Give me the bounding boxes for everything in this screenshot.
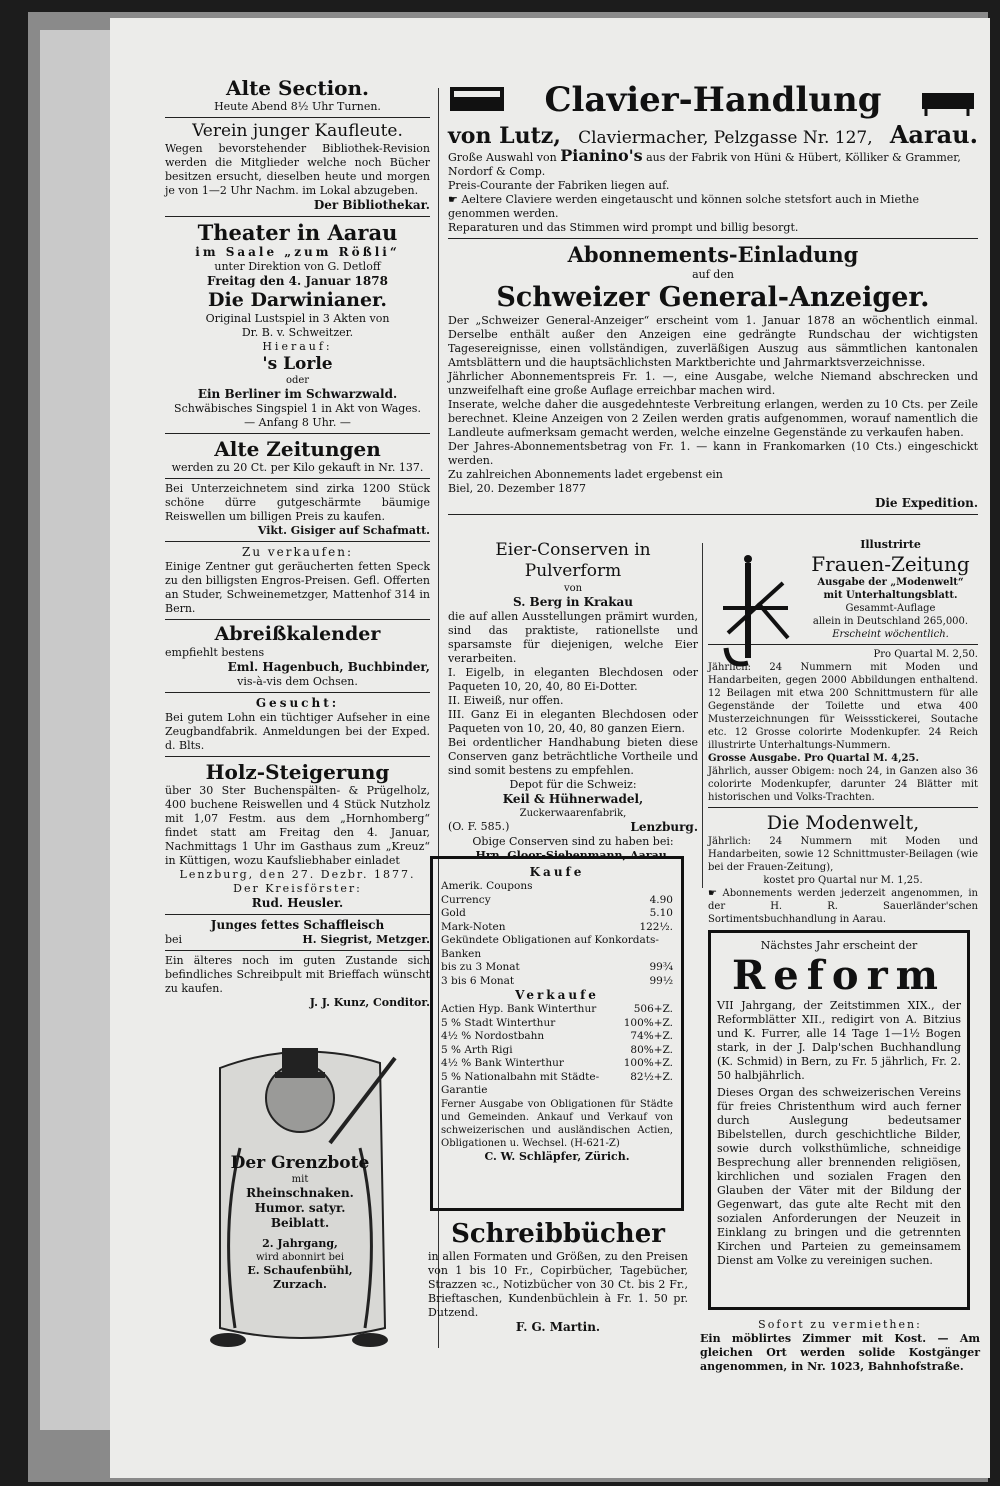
kurse-row: [441, 894, 673, 908]
clavier-title: Clavier-Handlung: [544, 80, 882, 120]
abo-name: Schweizer General-Anzeiger.: [496, 282, 930, 313]
theater-line-4: Original Lustspiel in 3 Akten von: [205, 312, 390, 325]
frauen-header: [803, 538, 978, 641]
frauen-t6: Erscheint wöchentlich.: [832, 629, 949, 640]
theater-play: Die Darwinianer.: [208, 289, 387, 311]
grenzbote-mit: mit: [291, 1174, 309, 1185]
clavier-address: [448, 120, 978, 149]
abreiss-line-2: Eml. Hagenbuch, Buchbinder,: [227, 660, 430, 674]
schreib-ad: [428, 1218, 688, 1335]
grenzbote-line-3: Rheinschnaken.: [246, 1186, 354, 1200]
eier-von: von: [563, 583, 583, 594]
abo-p6: Biel, 20. Dezember 1877: [448, 482, 586, 495]
schaffleisch-row: [165, 933, 430, 947]
alte-section-title: Alte Section.: [225, 76, 370, 100]
kurse-row: [441, 880, 673, 894]
grenzbote-line-8: E. Schaufenbühl,: [247, 1264, 353, 1277]
kurse-rate: 80%+Z.: [630, 1043, 673, 1056]
clavier-city: Aarau.: [889, 120, 978, 149]
theater-line-5: Dr. B. v. Schweitzer.: [241, 326, 354, 339]
kurse-rate: 74%+Z.: [630, 1030, 673, 1042]
kurse-row: [441, 975, 673, 989]
kurse-item: Amerik. Coupons: [441, 880, 533, 892]
frauen-t8: Jährlich: 24 Nummern mit Moden und Handarbeiten, gegen 2000 Abbildungen enthaltend. 12 Beilagen mit etwa 200 Schnittmustern für alle Gegenstände der Toilette und etwa 400 Musterzeichnungen für Weissstickerei, Soutache etc. 12 Grosse colorirte Modenkupfer. 24 Reich illustrirte Unterhaltungs-Nummern.: [708, 662, 978, 751]
theater-line-2: unter Direktion von G. Detloff: [214, 260, 381, 273]
grenzbote-ad: [180, 1028, 420, 1358]
theater-line-10: — Anfang 8 Uhr. —: [244, 416, 351, 429]
reiswellen-body: Bei Unterzeichnetem sind zirka 1200 Stück schöne dürre gutgeschärmte bäumige Reiswellen um billigen Preis zu kaufen.: [165, 482, 430, 523]
kurse-sell-title: Verkaufe: [515, 988, 599, 1002]
schreibpult-body: Ein älteres noch im guten Zustande sich befindliches Schreibpult mit Brieffach wünscht zu kaufen.: [165, 954, 430, 995]
gesucht-body: Bei gutem Lohn ein tüchtiger Aufseher in eine Zeugbandfabrik. Anmeldungen bei der Exped. d. Blts.: [165, 711, 430, 752]
kurse-item: Mark-Noten: [441, 920, 506, 933]
left-column: [165, 76, 430, 1010]
clavier-body-4: Reparaturen und das Stimmen wird prompt und billig besorgt.: [448, 221, 799, 234]
eier-p2: Bei ordentlicher Handhabung bieten diese Conserven ganz beträchtliche Vortheile und sind somit bestens zu empfehlen.: [448, 736, 698, 777]
holz-role: Der Kreisförster:: [233, 882, 362, 895]
frauen-t5: allein in Deutschland 265,000.: [812, 616, 969, 627]
reform-box: [708, 930, 970, 1310]
reform-title: Reform: [732, 952, 946, 999]
monogram-logo: [708, 553, 798, 673]
kurse-row: [441, 921, 673, 935]
schaffleisch-bei: bei: [165, 933, 183, 946]
abo-title: Abonnements-Einladung: [567, 242, 859, 267]
kurse-rate: 82½+Z.: [630, 1070, 673, 1083]
kurse-item: Currency: [441, 893, 491, 906]
schaffleisch-seller: H. Siegrist, Metzger.: [302, 933, 430, 946]
eier-p8: Hrn. Gloor-Siebenmann, Aarau.: [475, 849, 671, 862]
kurse-item: bis zu 3 Monat: [441, 961, 520, 973]
piano-icon: [448, 83, 508, 117]
holz-date: Lenzburg, den 27. Dezbr. 1877.: [179, 868, 416, 881]
schaffleisch-title: Junges fettes Schaffleisch: [210, 918, 385, 932]
abo-sign: Die Expedition.: [874, 496, 978, 510]
eier-item-1: I. Eigelb, in eleganten Blechdosen oder Paqueten 10, 20, 40, 80 Ei-Dotter.: [448, 666, 698, 693]
frauen-t10: Jährlich, ausser Obigem: noch 24, in Ganzen also 36 colorirte Modenkupfer, darunter 24 Blätter mit historischen und Volks-Trachten.: [708, 766, 978, 803]
kurse-row: [441, 1044, 673, 1058]
clavier-body-3: ☛ Aeltere Claviere werden eingetauscht und können solche stetsfort auch in Miethe genommen werden.: [448, 193, 919, 220]
reform-intro: Nächstes Jahr erscheint der: [760, 939, 918, 952]
kurse-rate: 100%+Z.: [623, 1057, 673, 1069]
kurse-sell-list: [441, 1003, 673, 1098]
abo-p2: Jährlicher Abonnementspreis Fr. 1. —, eine Ausgabe, welche Niemand abschrecken und unzweifelhaft eine große Auflage erreichbar machen wird.: [448, 370, 978, 397]
newspaper-page: [110, 18, 990, 1478]
alte-section-line: Heute Abend 8½ Uhr Turnen.: [214, 100, 381, 113]
clavier-header: [448, 80, 978, 120]
eier-ad: [448, 540, 698, 863]
clavier-body-1c: aus der Fabrik von Hüni & Hübert, Kölliker & Grammer, Nordorf & Comp.: [448, 151, 961, 178]
zimmer-body: Ein möblirtes Zimmer mit Kost. — Am gleichen Ort werden solide Kostgänger angenommen, in Nr. 1023, Bahnhofstraße.: [700, 1332, 980, 1373]
theater-line-7: oder: [285, 375, 310, 386]
kurse-rate: 100%+Z.: [623, 1016, 673, 1029]
abreiss-title: Abreißkalender: [214, 623, 381, 645]
kurse-rate: 4.90: [649, 893, 673, 906]
kurse-row: [441, 1057, 673, 1071]
kurse-row: [441, 1017, 673, 1031]
clavier-ad: [448, 80, 978, 518]
reform-p2: Dieses Organ des schweizerischen Vereins für freies Christenthum wird auch ferner durch Auslegung bedeutsamer Bibelstellen, durch geschichtliche Bilder, sowie durch volksthümliche, schneidige Besprechung aller brennenden religiösen, kirchlichen und sozialen Fragen den Glauben der Väter mit der Bildung der Gegenwart, das gute alte Recht mit den sozialen Anforderungen der Neuzeit in Einklang zu bringen und die getrennten Kirchen und Parteien zu gemeinsamem Dienst am Volke zu vereinigen suchen.: [717, 1086, 961, 1267]
kurse-item: Gold: [441, 907, 466, 919]
eier-row: [448, 820, 698, 835]
kurse-item: Gekündete Obligationen auf Konkordats-Banken: [441, 934, 659, 960]
abo-p1: Der „Schweizer General-Anzeiger“ erscheint vom 1. Januar 1878 an wöchentlich einmal. Derselbe enthält außer den Anzeigen eine gedrängte Rundschau der wichtigsten Tagesereignisse, einen vollständigen, zuverläßigen Auszug aus sämmtlichen kantonalen Amtsblättern und die hauptsächlichsten Marktberichte und Jahrmarktsverzeichnisse.: [448, 314, 978, 369]
kurse-item: 5 % Nationalbahn mit Städte-Garantie: [441, 1070, 600, 1096]
abreiss-line-1: empfiehlt bestens: [165, 646, 265, 659]
frauen-t4: Gesammt-Auflage: [845, 603, 936, 614]
eier-p3: Depot für die Schweiz:: [509, 778, 637, 791]
clavier-body-2: Preis-Courante der Fabriken liegen auf.: [448, 179, 670, 192]
grand-piano-icon: [918, 83, 978, 117]
clavier-street: Claviermacher, Pelzgasse Nr. 127,: [578, 128, 873, 148]
clavier-pianino: Pianino's: [560, 146, 643, 165]
kurse-row: [441, 907, 673, 921]
clavier-body-1a: Große Auswahl von: [448, 151, 557, 164]
schreibpult-sign: J. J. Kunz, Conditor.: [309, 996, 430, 1009]
reiswellen-sign: Vikt. Gisiger auf Schafmatt.: [257, 524, 430, 537]
holz-sign: Rud. Heusler.: [251, 896, 344, 910]
frauen-t2: Ausgabe der „Modenwelt“: [817, 577, 964, 588]
frauen-title: Frauen-Zeitung: [811, 552, 970, 576]
theater-date: Freitag den 4. Januar 1878: [207, 274, 388, 288]
eier-city: Lenzburg.: [630, 820, 698, 834]
verein-title: Verein junger Kaufleute.: [192, 121, 403, 141]
holz-body: über 30 Ster Buchenspälten- & Prügelholz, 400 buchene Reiswellen und 4 Stück Nutzholz mit 1,07 Festm. aus dem „Hornhomberg“ findet statt am Freitag den 4. Januar, Nachmittags 1 Uhr im Gasthaus zum „Kreuz“ in Küttigen, wozu Kaufsliebhaber einladet: [165, 784, 430, 867]
reform-body: VII Jahrgang, der Zeitstimmen XIX., der Reformblätter XII., redigirt von A. Bitzius und K. Furrer, alle 14 Tage 1—1½ Bogen stark, in der J. Dalp'schen Buchhandlung (K. Schmid) in Bern, zu Fr. 5 jährlich, Fr. 2. 50 halbjährlich.: [717, 999, 961, 1082]
frauen-t0: Illustrirte: [860, 538, 921, 551]
verkaufen-title: Zu verkaufen:: [242, 545, 353, 559]
gesucht-title: Gesucht:: [255, 696, 340, 710]
clavier-maker: von Lutz,: [448, 123, 561, 149]
eier-maker: S. Berg in Krakau: [512, 595, 634, 609]
theater-line-1: im Saale „zum Rößli“: [195, 245, 400, 259]
eier-p7: Obige Conserven sind zu haben bei:: [472, 835, 674, 848]
kurse-rate: 122½.: [639, 920, 673, 933]
theater-title: Theater in Aarau: [197, 220, 398, 245]
theater-line-9: Schwäbisches Singspiel 1 in Akt von Wages.: [174, 402, 421, 415]
grenzbote-line-6: 2. Jahrgang,: [262, 1237, 338, 1250]
grenzbote-line-4: Humor. satyr.: [254, 1201, 346, 1215]
zimmer-ad: [700, 1318, 980, 1374]
abreiss-line-3: vis-à-vis dem Ochsen.: [237, 675, 358, 688]
kurse-rate: 99¾: [649, 961, 673, 973]
eier-ref: (O. F. 585.): [448, 820, 510, 833]
kurse-footer: Ferner Ausgabe von Obligationen für Städte und Gemeinden. Ankauf und Verkauf von schweizerischen und ausländischen Actien, Obligationen u. Wechsel. (H-621-Z): [441, 1098, 673, 1149]
schreib-sign: F. G. Martin.: [515, 1320, 601, 1334]
theater-play-2: 's Lorle: [262, 354, 333, 374]
verein-body: Wegen bevorstehender Bibliothek-Revision werden die Mitglieder welche noch Bücher besitzen ersucht, dieselben heute und morgen je von 1—2 Uhr Nachm. im Lokal abzugeben.: [165, 142, 430, 197]
kurse-item: Actien Hyp. Bank Winterthur: [441, 1003, 597, 1015]
kurse-item: 4½ % Nordostbahn: [441, 1030, 545, 1042]
clavier-body-1: [448, 146, 978, 179]
grenzbote-title: Der Grenzbote: [230, 1153, 370, 1173]
kurse-row: [441, 1003, 673, 1017]
zimmer-title: Sofort zu vermiethen:: [758, 1318, 922, 1331]
kurse-rate: 506+Z.: [633, 1003, 673, 1015]
kurse-box: [430, 856, 684, 1211]
modenwelt-body: Jährlich: 24 Nummern mit Moden und Handarbeiten, sowie 12 Schnittmuster-Beilagen (wie bei der Frauen-Zeitung),: [708, 836, 978, 873]
eier-title: Eier-Conserven in Pulverform: [495, 540, 651, 581]
grenzbote-text: [220, 1153, 380, 1292]
abo-p3: Inserate, welche daher die ausgedehnteste Verbreitung erlangen, werden zu 10 Cts. per Zeile berechnet. Kleine Anzeigen von 2 Zeilen werden gratis aufgenommen, worauf namentlich die Landleute aufmerksam gemacht werden, welche einzelne Gegenstände zu verkaufen haben.: [448, 398, 978, 439]
abo-sub: auf den: [692, 268, 734, 281]
kurse-item: 3 bis 6 Monat: [441, 974, 515, 987]
kurse-row: [441, 1071, 673, 1098]
holz-title: Holz-Steigerung: [205, 760, 390, 784]
kurse-row: [441, 934, 673, 961]
alte-zeitungen-title: Alte Zeitungen: [214, 437, 381, 461]
eier-body: die auf allen Ausstellungen prämirt wurden, sind das praktiste, rationellste und sparsamste für diejenigen, welche Eier verarbeiten.: [448, 610, 698, 665]
kurse-rate: 99½: [649, 974, 673, 987]
schreib-title: Schreibbücher: [451, 1219, 665, 1249]
kurse-row: [441, 1030, 673, 1044]
frauen-t7: Pro Quartal M. 2,50.: [873, 649, 978, 660]
kurse-item: 5 % Arth Rigi: [441, 1043, 513, 1056]
alte-zeitungen-line: werden zu 20 Ct. per Kilo gekauft in Nr. 137.: [171, 461, 424, 474]
eier-item-3: III. Ganz Ei in eleganten Blechdosen oder Paqueten von 10, 20, 40, 80 ganzen Eiern.: [448, 708, 698, 735]
verkaufen-body: Einige Zentner gut geräucherten fetten Speck zu den billigsten Engros-Preisen. Gefl. Offerten an Studer, Schweinemetzger, Mattenhof 314 in Bern.: [165, 560, 430, 615]
kurse-sign: C. W. Schläpfer, Zürich.: [484, 1149, 630, 1163]
kurse-title: Kaufe: [529, 865, 585, 879]
frauen-t9: Grosse Ausgabe. Pro Quartal M. 4,25.: [708, 753, 919, 764]
kurse-item: 4½ % Bank Winterthur: [441, 1057, 564, 1069]
grenzbote-line-9: Zurzach.: [273, 1278, 327, 1291]
modenwelt-title: Die Modenwelt,: [766, 812, 920, 834]
eier-p4: Keil & Hühnerwadel,: [502, 792, 644, 806]
theater-line-8: Ein Berliner im Schwarzwald.: [197, 387, 398, 401]
theater-line-6: Hierauf:: [262, 340, 333, 353]
kurse-item: 5 % Stadt Winterthur: [441, 1016, 556, 1029]
abo-p4: Der Jahres-Abonnementsbetrag von Fr. 1. — kann in Frankomarken (10 Cts.) eingeschickt werden.: [448, 440, 978, 467]
schreib-body: in allen Formaten und Größen, zu den Preisen von 1 bis 10 Fr., Copirbücher, Tagebücher, Strazzen ꝛc., Notizbücher von 30 Ct. bis 2 Fr., Brieftaschen, Kundenbüchlein à Fr. 1. 50 pr. Dutzend.: [428, 1250, 688, 1319]
grenzbote-line-5: Beiblatt.: [270, 1216, 330, 1230]
eier-item-2: II. Eiweiß, nur offen.: [448, 694, 564, 707]
eier-p5: Zuckerwaarenfabrik,: [519, 808, 627, 819]
frauen-t3: mit Unterhaltungsblatt.: [823, 590, 958, 601]
inner-divider: [702, 543, 703, 888]
kurse-row: [441, 961, 673, 975]
modenwelt-abo: ☛ Abonnements werden jederzeit angenommen, in der H. R. Sauerländer'schen Sortimentsbuchhandlung in Aarau.: [708, 888, 978, 925]
frauen-ad: [708, 538, 978, 926]
modenwelt-price: kostet pro Quartal nur M. 1,25.: [763, 875, 923, 886]
grenzbote-line-7: wird abonnirt bei: [255, 1252, 345, 1263]
kurse-rate: 5.10: [649, 907, 673, 919]
abo-p5: Zu zahlreichen Abonnements ladet ergebenst ein: [448, 468, 723, 481]
verein-sign: Der Bibliothekar.: [313, 198, 430, 212]
kurse-buy-list: [441, 880, 673, 988]
